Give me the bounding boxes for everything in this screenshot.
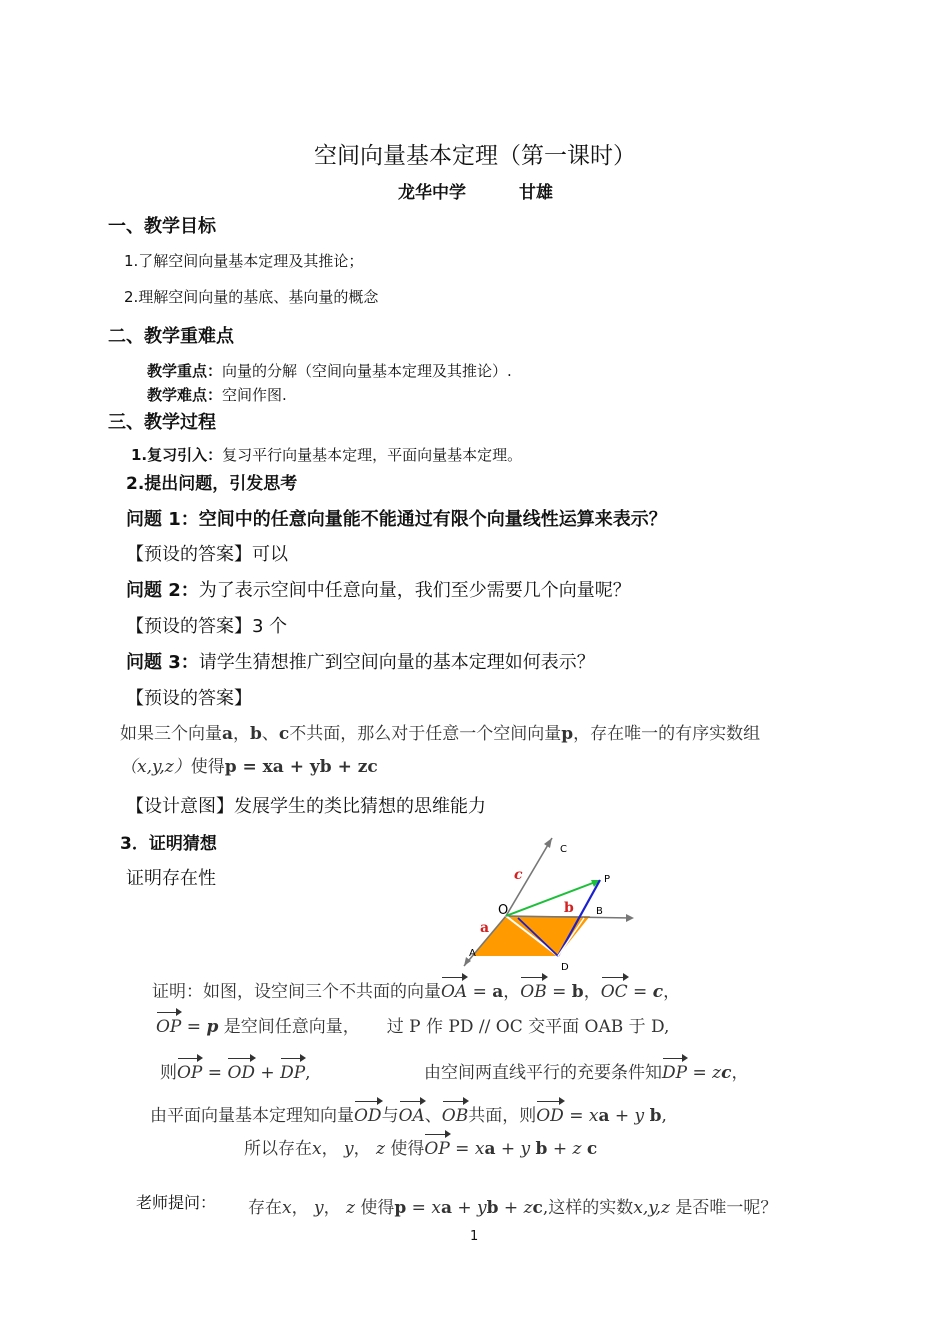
theorem-text: 如果三个向量 xyxy=(120,724,222,744)
proof-text: 所以存在 xyxy=(244,1139,312,1159)
proof-line-3: 则OP = OD + DP, xyxy=(160,1056,311,1083)
author-school: 龙华中学 xyxy=(398,183,466,203)
proof-text: 、 xyxy=(424,1106,442,1126)
proof-text: 是空间任意向量， xyxy=(223,1017,360,1037)
question-text: 存在 xyxy=(248,1198,282,1218)
key-point xyxy=(147,360,512,381)
separator: ， xyxy=(233,724,251,744)
answer-label: 【预设的答案】 xyxy=(126,616,252,637)
proof-line-4: 由平面向量基本定理知向量OD与OA、OB共面，则OD = xa + y b, xyxy=(150,1099,667,1126)
answer-text: 3 个 xyxy=(252,616,288,637)
author-name: 甘雄 xyxy=(519,183,553,203)
answer-1 xyxy=(126,540,288,566)
proof-text: 由空间两直线平行的充要条件知 xyxy=(424,1063,662,1083)
difficulty-point xyxy=(147,384,287,405)
design-text: 发展学生的类比猜想的思维能力 xyxy=(234,796,486,817)
proof-text: 证明：如图，设空间三个不共面的向量 xyxy=(152,982,441,1002)
label-b: B xyxy=(596,906,603,917)
answer-3-label: 【预设的答案】 xyxy=(126,688,252,709)
proof-line-1: 证明：如图，设空间三个不共面的向量OA = a，OB = b，OC = c， xyxy=(152,975,680,1002)
label-c: C xyxy=(560,844,567,855)
proof-line-3b: 由空间两直线平行的充要条件知DP = zc， xyxy=(424,1056,748,1083)
arrowhead-b xyxy=(626,914,634,922)
label-vector-a: a xyxy=(480,920,490,936)
answer-text: 可以 xyxy=(252,544,288,565)
theorem-text: ，存在唯一的有序实数组 xyxy=(573,724,761,744)
separator: 、 xyxy=(261,724,279,744)
label-vector-c: c xyxy=(514,867,523,883)
proof-line-5: 所以存在x， y， z 使得OP = xa + y b + z c xyxy=(244,1132,597,1159)
review-label: 1.复习引入： xyxy=(131,446,223,464)
key-text: 向量的分解（空间向量基本定理及其推论）. xyxy=(222,362,512,380)
vector-a: a xyxy=(222,724,234,744)
section2-heading: 二、教学重难点 xyxy=(108,326,234,347)
proof-text: 共面，则 xyxy=(468,1106,537,1126)
theorem-text: 使得 xyxy=(190,757,225,777)
subheading-proof: 3．证明猜想 xyxy=(120,834,217,854)
question-label: 问题 2： xyxy=(126,580,199,601)
vector-c: c xyxy=(278,724,290,744)
question-text: 请学生猜想推广到空间向量的基本定理如何表示？ xyxy=(198,652,595,673)
section1-heading: 一、教学目标 xyxy=(108,216,216,237)
proof-text: 使得 xyxy=(390,1139,425,1159)
teacher-label: 老师提问： xyxy=(136,1193,217,1212)
proof-text: 与 xyxy=(381,1106,399,1126)
page-number: 1 xyxy=(470,1229,479,1244)
vector-p: p xyxy=(561,724,574,744)
label-p: P xyxy=(604,874,611,885)
question-2 xyxy=(126,576,631,602)
question-text: 使得 xyxy=(360,1198,395,1218)
arrowhead-c xyxy=(544,838,552,848)
teacher-question: 存在x， y， z 使得p = xa + yb + zc,这样的实数x,y,z 是否唯一呢？ xyxy=(248,1198,778,1218)
key-label: 教学重点： xyxy=(147,362,223,380)
goal-item: 2.理解空间向量的基底、基向量的概念 xyxy=(124,288,379,306)
theorem-equation: p = xa + yb + zc xyxy=(224,757,378,777)
vector-figure xyxy=(460,832,650,977)
design-intent xyxy=(126,792,486,818)
vector-b: b xyxy=(250,724,262,744)
page-title: 空间向量基本定理（第一课时） xyxy=(314,143,636,169)
theorem-text: 不共面，那么对于任意一个空间向量 xyxy=(289,724,562,744)
theorem-line-2 xyxy=(120,752,378,777)
label-vector-b: b xyxy=(564,900,574,916)
proof-text: 则 xyxy=(160,1063,177,1083)
proof-line-2: OP = p 是空间任意向量， 过 P 作 PD // OC 交平面 OAB 于 D, xyxy=(156,1010,669,1037)
review-line xyxy=(131,444,522,465)
question-text: 是否唯一呢？ xyxy=(675,1198,778,1218)
proof-text: 过 P 作 PD // OC 交平面 OAB 于 D, xyxy=(386,1017,670,1037)
answer-label: 【预设的答案】 xyxy=(126,544,252,565)
difficulty-text: 空间作图. xyxy=(222,386,287,404)
question-3 xyxy=(126,648,595,674)
answer-2 xyxy=(126,612,287,638)
section3-heading: 三、教学过程 xyxy=(108,412,216,433)
tuple: （x,y,z） xyxy=(120,757,191,777)
subheading-questions: 2.提出问题，引发思考 xyxy=(126,474,298,494)
question-label: 问题 3： xyxy=(126,652,199,673)
question-text: 为了表示空间中任意向量，我们至少需要几个向量呢？ xyxy=(198,580,631,601)
label-d: D xyxy=(561,962,569,973)
difficulty-label: 教学难点： xyxy=(147,386,223,404)
question-1: 问题 1：空间中的任意向量能不能通过有限个向量线性运算来表示？ xyxy=(126,509,667,530)
axis-oc xyxy=(506,838,552,916)
theorem-line-1 xyxy=(120,719,760,744)
design-label: 【设计意图】 xyxy=(126,796,234,817)
proof-text: 由平面向量基本定理知向量 xyxy=(150,1106,354,1126)
question-text: ,这样的实数 xyxy=(542,1198,634,1218)
existence-label: 证明存在性 xyxy=(126,868,216,889)
label-a: A xyxy=(469,948,476,959)
goal-item: 1.了解空间向量基本定理及其推论； xyxy=(124,252,364,270)
review-text: 复习平行向量基本定理，平面向量基本定理。 xyxy=(222,446,523,464)
label-o: O xyxy=(498,903,509,918)
